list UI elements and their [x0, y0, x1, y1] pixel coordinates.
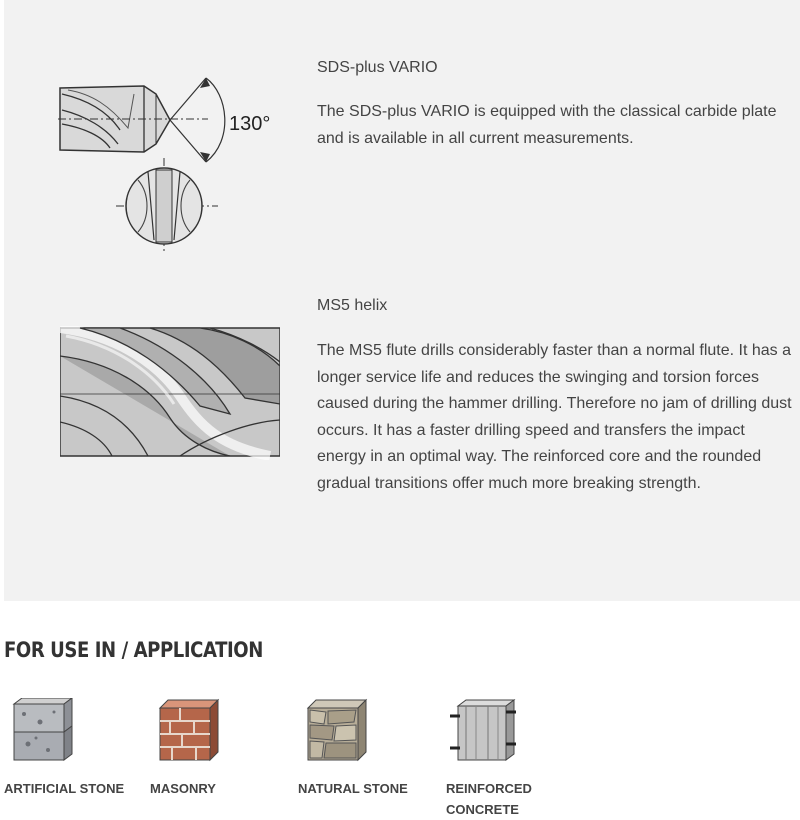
- feature-title: MS5 helix: [317, 297, 388, 314]
- artificial-stone-icon: [4, 698, 74, 764]
- application-label: ARTIFICIAL STONE: [4, 781, 125, 796]
- angle-label: 130°: [229, 113, 271, 135]
- feature-description: The SDS-plus VARIO is equipped with the classical carbide plate and is available in all current measurements.: [317, 103, 777, 147]
- feature-description: The MS5 flute drills considerably faster than a normal flute. It has a longer service life and reduces the swinging and torsion forces caused during the hammer drilling. Therefore no jam of drilling dust occurs. It has a faster drilling speed and transfers the impact energy in an optimal way. The reinforced core and the rounded gradual transitions offer much more breaking strength.: [317, 342, 792, 492]
- reinforced-concrete-icon: [446, 698, 516, 764]
- masonry-icon: [150, 698, 220, 764]
- application-heading: FOR USE IN / APPLICATION: [4, 638, 263, 662]
- application-label: NATURAL STONE: [298, 781, 408, 796]
- feature-title: SDS-plus VARIO: [317, 59, 438, 76]
- application-label: MASONRY: [150, 781, 216, 796]
- natural-stone-icon: [298, 698, 368, 764]
- application-label: REINFORCED CONCRETE: [446, 781, 532, 817]
- helix-flute-drawing: [60, 326, 280, 460]
- feature-ms5-helix: [4, 0, 800, 601]
- features-panel: [4, 0, 800, 601]
